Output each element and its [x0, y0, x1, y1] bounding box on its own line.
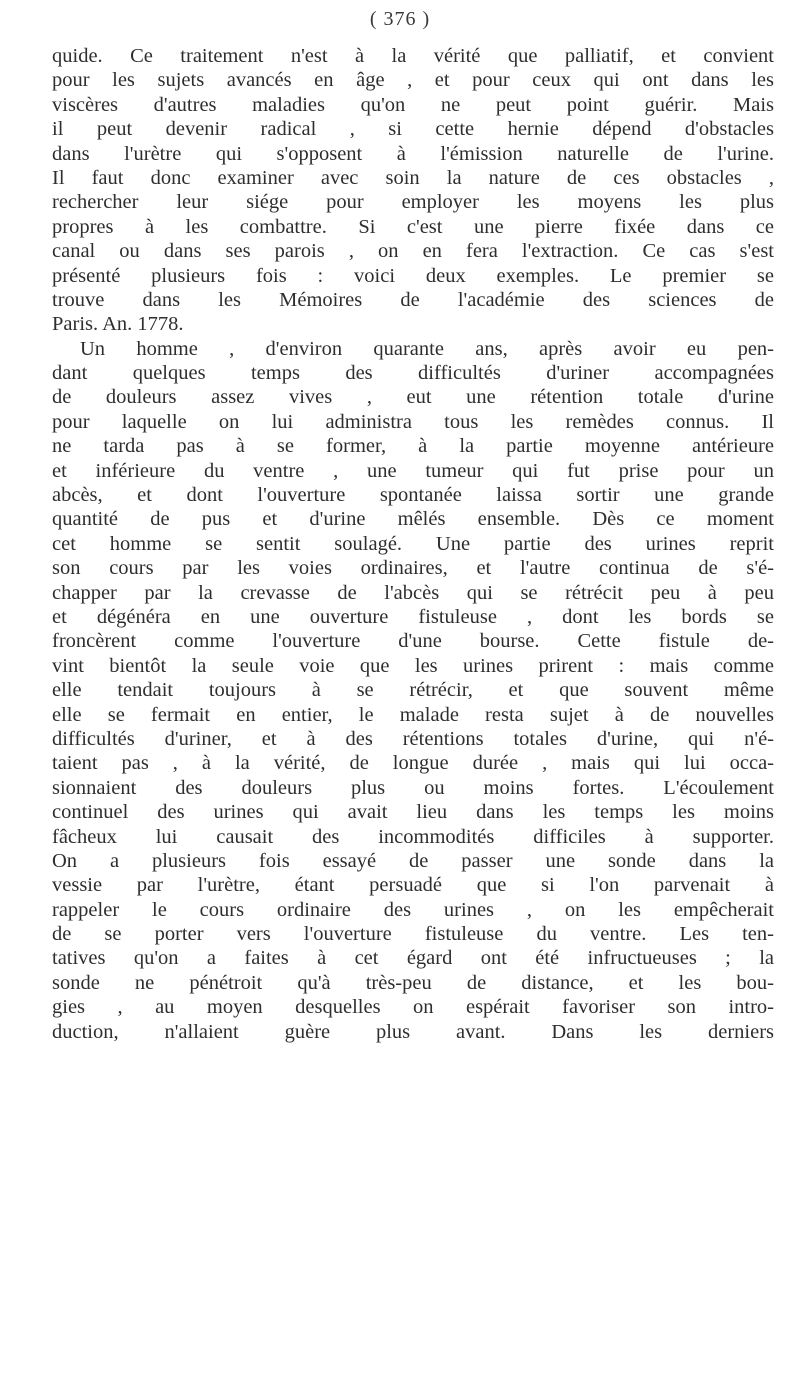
- text-line: Il faut donc examiner avec soin la nature de ces obstacles ,: [52, 166, 774, 189]
- paragraph-start-line: Un homme , d'environ quarante ans, après avoir eu pen-: [80, 337, 774, 360]
- text-line: pour laquelle on lui administra tous les remèdes connus. Il: [52, 410, 774, 433]
- text-line: abcès, et dont l'ouverture spontanée laissa sortir une grande: [52, 484, 774, 507]
- text-line: On a plusieurs fois essayé de passer une sonde dans la: [52, 849, 774, 872]
- text-line: tatives qu'on a faites à cet égard ont été infructueuses ; la: [52, 947, 774, 970]
- text-line: Paris. An. 1778.: [52, 313, 184, 336]
- text-line: son cours par les voies ordinaires, et l'autre continua de s'é-: [52, 557, 774, 580]
- text-line: viscères d'autres maladies qu'on ne peut point guérir. Mais: [52, 93, 774, 116]
- text-line: difficultés d'uriner, et à des rétentions totales d'urine, qui n'é-: [52, 727, 774, 750]
- text-line: et inférieure du ventre , une tumeur qui fut prise pour un: [52, 459, 774, 482]
- text-line: gies , au moyen desquelles on espérait favoriser son intro-: [52, 996, 774, 1019]
- text-line: dans l'urètre qui s'opposent à l'émission naturelle de l'urine.: [52, 142, 774, 165]
- text-line: canal ou dans ses parois , on en fera l'extraction. Ce cas s'est: [52, 240, 774, 263]
- text-line: pour les sujets avancés en âge , et pour ceux qui ont dans les: [52, 69, 774, 92]
- text-line: continuel des urines qui avait lieu dans les temps les moins: [52, 801, 774, 824]
- text-line: trouve dans les Mémoires de l'académie des sciences de: [52, 288, 774, 311]
- text-line: et dégénéra en une ouverture fistuleuse , dont les bords se: [52, 605, 774, 628]
- text-line: rechercher leur siége pour employer les moyens les plus: [52, 191, 774, 214]
- text-line: cet homme se sentit soulagé. Une partie des urines reprit: [52, 532, 774, 555]
- text-line: présenté plusieurs fois : voici deux exemples. Le premier se: [52, 264, 774, 287]
- text-line: quide. Ce traitement n'est à la vérité que palliatif, et convient: [52, 45, 774, 67]
- text-line: de se porter vers l'ouverture fistuleuse du ventre. Les ten-: [52, 923, 774, 946]
- text-line: dant quelques temps des difficultés d'uriner accompagnées: [52, 362, 774, 385]
- text-line: sonde ne pénétroit qu'à très-peu de distance, et les bou-: [52, 971, 774, 994]
- text-line: quantité de pus et d'urine mêlés ensemble. Dès ce moment: [52, 508, 774, 531]
- text-line: propres à les combattre. Si c'est une pierre fixée dans ce: [52, 215, 774, 238]
- text-line: vessie par l'urètre, étant persuadé que si l'on parvenait à: [52, 874, 774, 897]
- text-line: rappeler le cours ordinaire des urines , on les empêcherait: [52, 898, 774, 921]
- text-line: elle se fermait en entier, le malade resta sujet à de nouvelles: [52, 703, 774, 726]
- text-line: vint bientôt la seule voie que les urines prirent : mais comme: [52, 654, 774, 677]
- text-line: fâcheux lui causait des incommodités difficiles à supporter.: [52, 825, 774, 848]
- text-line: froncèrent comme l'ouverture d'une bourse. Cette fistule de-: [52, 630, 774, 653]
- text-line: duction, n'allaient guère plus avant. Dans les derniers: [52, 1020, 774, 1043]
- text-line: il peut devenir radical , si cette hernie dépend d'obstacles: [52, 118, 774, 141]
- text-line: sionnaient des douleurs plus ou moins fortes. L'écoulement: [52, 776, 774, 799]
- text-line: elle tendait toujours à se rétrécir, et que souvent même: [52, 679, 774, 702]
- text-line: ne tarda pas à se former, à la partie moyenne antérieure: [52, 435, 774, 458]
- text-line: taient pas , à la vérité, de longue durée , mais qui lui occa-: [52, 752, 774, 775]
- text-line: chapper par la crevasse de l'abcès qui se rétrécit peu à peu: [52, 581, 774, 604]
- body-text: [52, 44, 774, 1044]
- page-number: ( 376 ): [369, 8, 431, 30]
- text-line: de douleurs assez vives , eut une rétention totale d'urine: [52, 386, 774, 409]
